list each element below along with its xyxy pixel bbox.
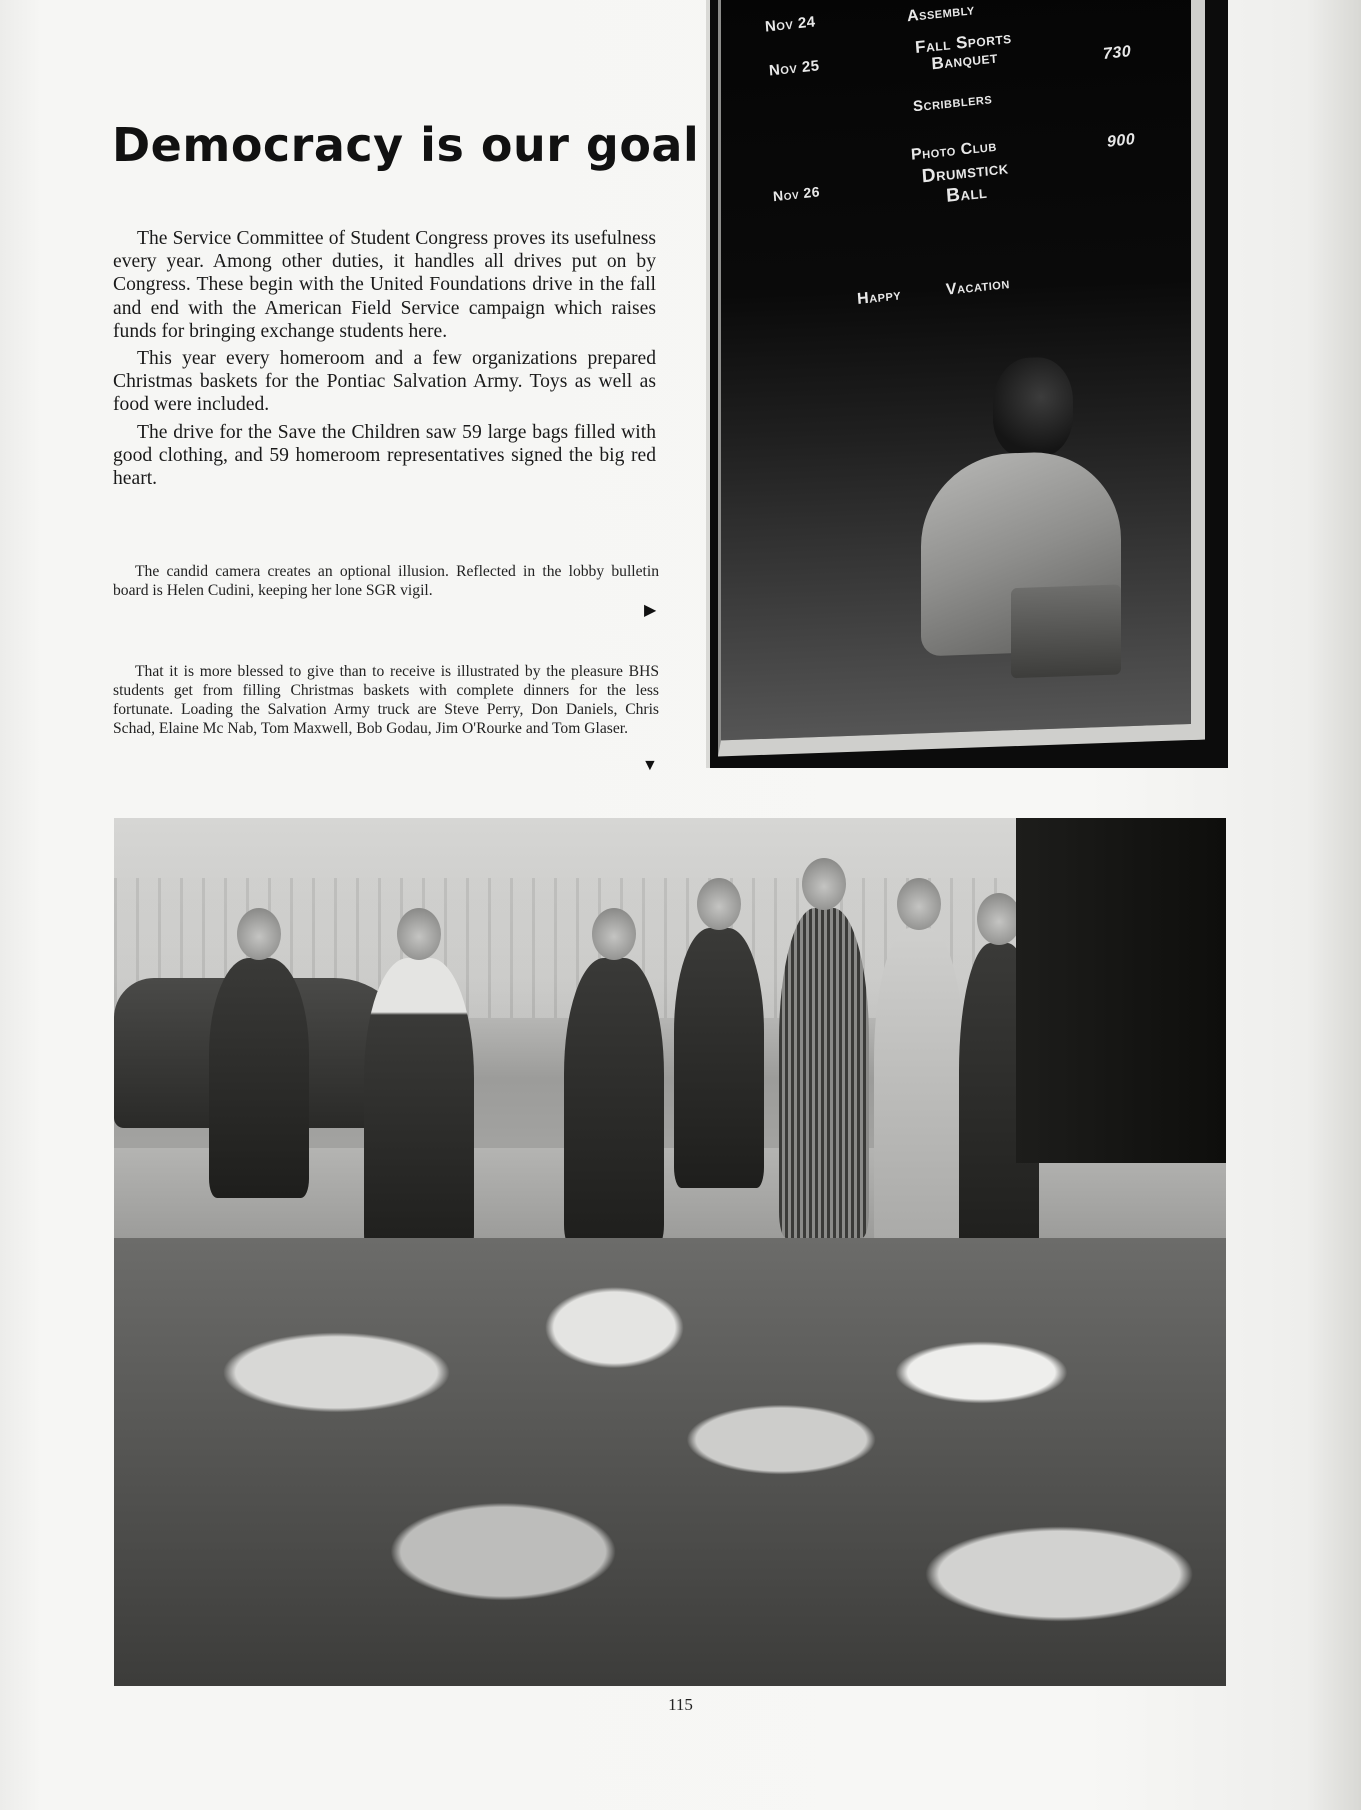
article-paragraph: The drive for the Save the Children saw 59 large bags filled with good clothing, and 59 homeroom representatives signed the big red heart. (113, 421, 656, 490)
chair (1011, 584, 1121, 678)
board-event: Drumstick Ball (921, 157, 1010, 207)
board-photo-caption (113, 562, 659, 600)
article-title: Democracy is our goal (112, 118, 700, 172)
page-number: 115 (668, 1695, 693, 1714)
student-head (993, 356, 1073, 459)
caption-text: The candid camera creates an optional illusion. Reflected in the lobby bulletin board is Helen Cudini, keeping her lone SGR vigil. (113, 563, 659, 599)
board-event: Scribblers (912, 90, 993, 116)
reflected-student (901, 354, 1121, 682)
article-paragraph: The Service Committee of Student Congress proves its usefulness every year. Among other duties, it handles all drives put on by Congress. These begin with the United Foundations drive in the fall and end with the American Field Service campaign which raises funds for bringing exchange students here. (113, 228, 656, 342)
bulletin-board-photo (706, 0, 1228, 768)
board-date: Nov 25 (768, 57, 821, 80)
article-body (113, 227, 656, 494)
board-time: 900 (1106, 130, 1136, 151)
board-date: Nov 24 (764, 13, 817, 36)
student-figure (874, 928, 964, 1258)
student-figure (674, 928, 764, 1188)
truck-photo-caption (113, 662, 659, 738)
caption-text: That it is more blessed to give than to receive is illustrated by the pleasure BHS students get from filling Christmas baskets with complete dinners for the less fortunate. Loading the Salvation Army truck are Steve Perry, Don Daniels, Chris Schad, Elaine Mc Nab, Tom Maxwell, Bob Godau, Jim O'Rourke and Tom Glaser. (113, 663, 659, 737)
board-closing: Happy Vacation (856, 275, 1011, 308)
donation-baskets-pile (114, 1238, 1226, 1686)
student-figure (209, 958, 309, 1198)
board-time: 730 (1102, 43, 1132, 64)
board-event: Fall Sports Banquet (914, 27, 1013, 74)
down-arrow-icon: ▼ (642, 757, 658, 774)
student-figure (564, 958, 664, 1248)
board-date: Nov 26 (772, 183, 821, 205)
article-paragraph: This year every homeroom and a few organizations prepared Christmas baskets for the Pontiac Salvation Army. Toys as well as food were included. (113, 348, 656, 416)
salvation-army-truck-photo (114, 818, 1226, 1686)
salvation-army-truck (1016, 818, 1226, 1163)
student-figure (364, 958, 474, 1258)
right-arrow-icon: ▶ (644, 602, 657, 619)
bulletin-board-frame (718, 0, 1205, 757)
board-event: Assembly (906, 1, 976, 26)
board-event: Photo Club (910, 137, 998, 164)
student-figure (779, 908, 869, 1238)
